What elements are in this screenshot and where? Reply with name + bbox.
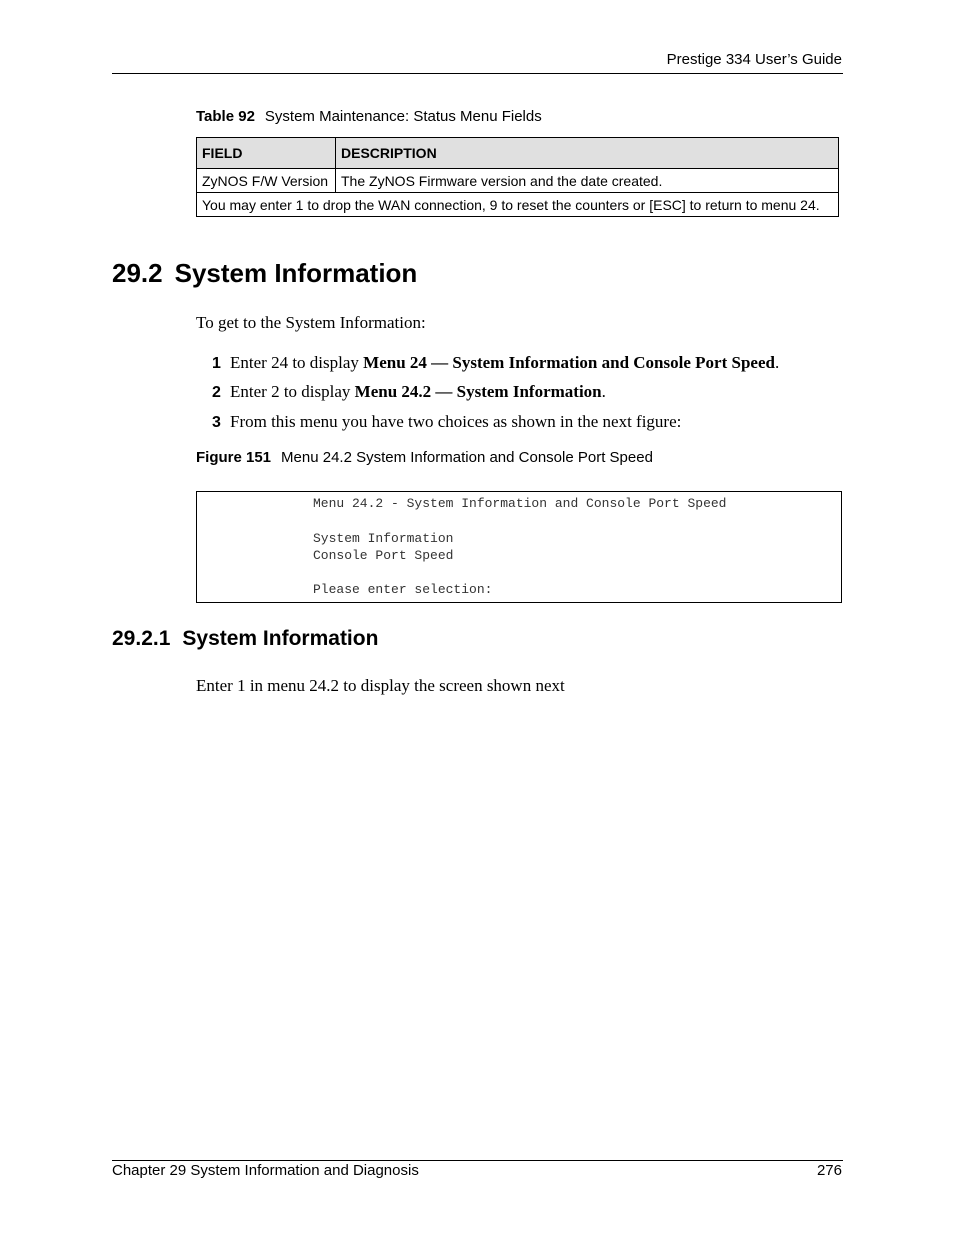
table-header-field: FIELD [197, 138, 336, 169]
footer-chapter: Chapter 29 System Information and Diagnosis [112, 1162, 419, 1179]
step-item [212, 382, 606, 402]
table-header-description: DESCRIPTION [336, 138, 839, 169]
table-cell-description: The ZyNOS Firmware version and the date created. [336, 169, 839, 193]
menu-option-console-port-speed: Console Port Speed [313, 548, 454, 563]
section-heading [112, 258, 417, 289]
menu-screen-figure [196, 491, 842, 603]
body-paragraph: Enter 1 in menu 24.2 to display the screen shown next [196, 676, 565, 695]
table-caption [196, 108, 542, 125]
table-note-row [197, 193, 839, 217]
step-number: 3 [212, 414, 221, 431]
status-fields-table [196, 137, 839, 217]
table-caption-text: System Maintenance: Status Menu Fields [264, 108, 542, 125]
running-header: Prestige 334 User’s Guide [666, 51, 842, 68]
step-punct: . [774, 353, 780, 372]
step-item [212, 353, 779, 373]
section-title: System Information [174, 258, 418, 288]
figure-label: Figure 151 [196, 449, 272, 466]
header-rule [112, 73, 843, 74]
subsection-title: System Information [182, 627, 379, 650]
menu-title-line: Menu 24.2 - System Information and Console Port Speed [313, 496, 727, 511]
table-label: Table 92 [196, 108, 255, 125]
section-number: 29.2 [112, 258, 163, 288]
step-text: From this menu you have two choices as shown in the next figure: [230, 412, 682, 431]
step-menu-name: Menu 24.2 — System Information [354, 382, 602, 401]
subsection-heading [112, 627, 378, 651]
menu-option-system-information: System Information [313, 531, 454, 546]
menu-prompt-line: Please enter selection: [313, 582, 493, 597]
step-item [212, 412, 681, 432]
table-note: You may enter 1 to drop the WAN connection, 9 to reset the counters or [ESC] to return to menu 24. [197, 193, 839, 217]
intro-paragraph: To get to the System Information: [196, 313, 426, 332]
table-cell-field: ZyNOS F/W Version [197, 169, 336, 193]
table-header-row [197, 138, 839, 169]
step-text: Enter 2 to display [230, 382, 355, 401]
figure-caption [196, 449, 653, 466]
footer-rule [112, 1160, 843, 1161]
subsection-number: 29.2.1 [112, 627, 171, 650]
page-number: 276 [816, 1162, 842, 1179]
step-number: 2 [212, 384, 221, 401]
figure-caption-text: Menu 24.2 System Information and Console Port Speed [281, 449, 653, 466]
step-text: Enter 24 to display [230, 353, 364, 372]
step-menu-name: Menu 24 — System Information and Console Port Speed [363, 353, 775, 372]
table-row [197, 169, 839, 193]
step-punct: . [601, 382, 606, 401]
step-number: 1 [212, 355, 221, 372]
